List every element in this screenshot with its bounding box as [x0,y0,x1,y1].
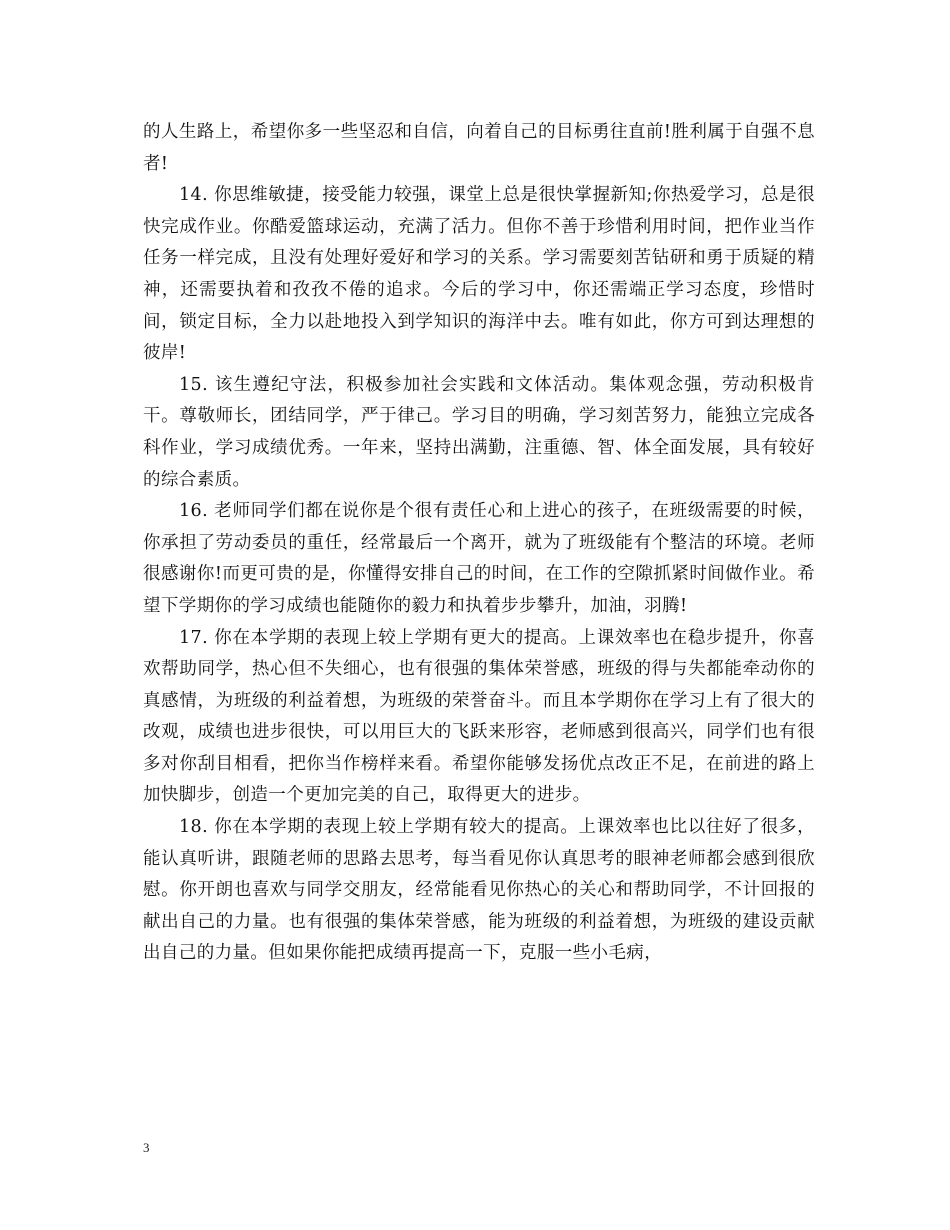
paragraph-item-17: 17. 你在本学期的表现上较上学期有更大的提高。上课效率也在稳步提升，你喜欢帮助同学，热心但不失细心，也有很强的集体荣誉感，班级的得与失都能牵动你的真感情，为班级的利益着想，为班级的荣誉奋斗。而且本学期你在学习上有了很大的改观，成绩也进步很快，可以用巨大的飞跃来形容，老师感到很高兴，同学们也有很多对你刮目相看，把你当作榜样来看。希望你能够发扬优点改正不足，在前进的路上加快脚步，创造一个更加完美的自己，取得更大的进步。 [143,627,815,806]
paragraph-item-16: 16. 老师同学们都在说你是个很有责任心和上进心的孩子，在班级需要的时候，你承担了劳动委员的重任，经常最后一个离开，就为了班级能有个整洁的环境。老师很感谢你!而更可贵的是，你懂得安排自己的时间，在工作的空隙抓紧时间做作业。希望下学期你的学习成绩也能随你的毅力和执着步步攀升，加油，羽腾! [143,501,815,616]
paragraph-item-15: 15. 该生遵纪守法，积极参加社会实践和文体活动。集体观念强，劳动积极肯干。尊敬师长，团结同学，严于律己。学习目的明确，学习刻苦努力，能独立完成各科作业，学习成绩优秀。一年来，坚持出满勤，注重德、智、体全面发展，具有较好的综合素质。 [143,374,815,490]
page-number: 3 [143,1140,150,1155]
document-body [143,117,815,970]
paragraph-item-14: 14. 你思维敏捷，接受能力较强，课堂上总是很快掌握新知;你热爱学习，总是很快完成作业。你酷爱篮球运动，充满了活力。但你不善于珍惜利用时间，把作业当作任务一样完成，且没有处理好爱好和学习的关系。学习需要刻苦钻研和勇于质疑的精神，还需要执着和孜孜不倦的追求。今后的学习中，你还需端正学习态度，珍惜时间，锁定目标，全力以赴地投入到学知识的海洋中去。唯有如此，你方可到达理想的彼岸! [143,185,815,364]
paragraph-continuation: 的人生路上，希望你多一些坚忍和自信，向着自己的目标勇往直前!胜利属于自强不息者! [143,122,815,174]
paragraph-item-18: 18. 你在本学期的表现上较上学期有较大的提高。上课效率也比以往好了很多，能认真听讲，跟随老师的思路去思考，每当看见你认真思考的眼神老师都会感到很欣慰。你开朗也喜欢与同学交朋友，经常能看见你热心的关心和帮助同学，不计回报的献出自己的力量。也有很强的集体荣誉感，能为班级的利益着想，为班级的建设贡献出自己的力量。但如果你能把成绩再提高一下，克服一些小毛病， [143,817,815,964]
